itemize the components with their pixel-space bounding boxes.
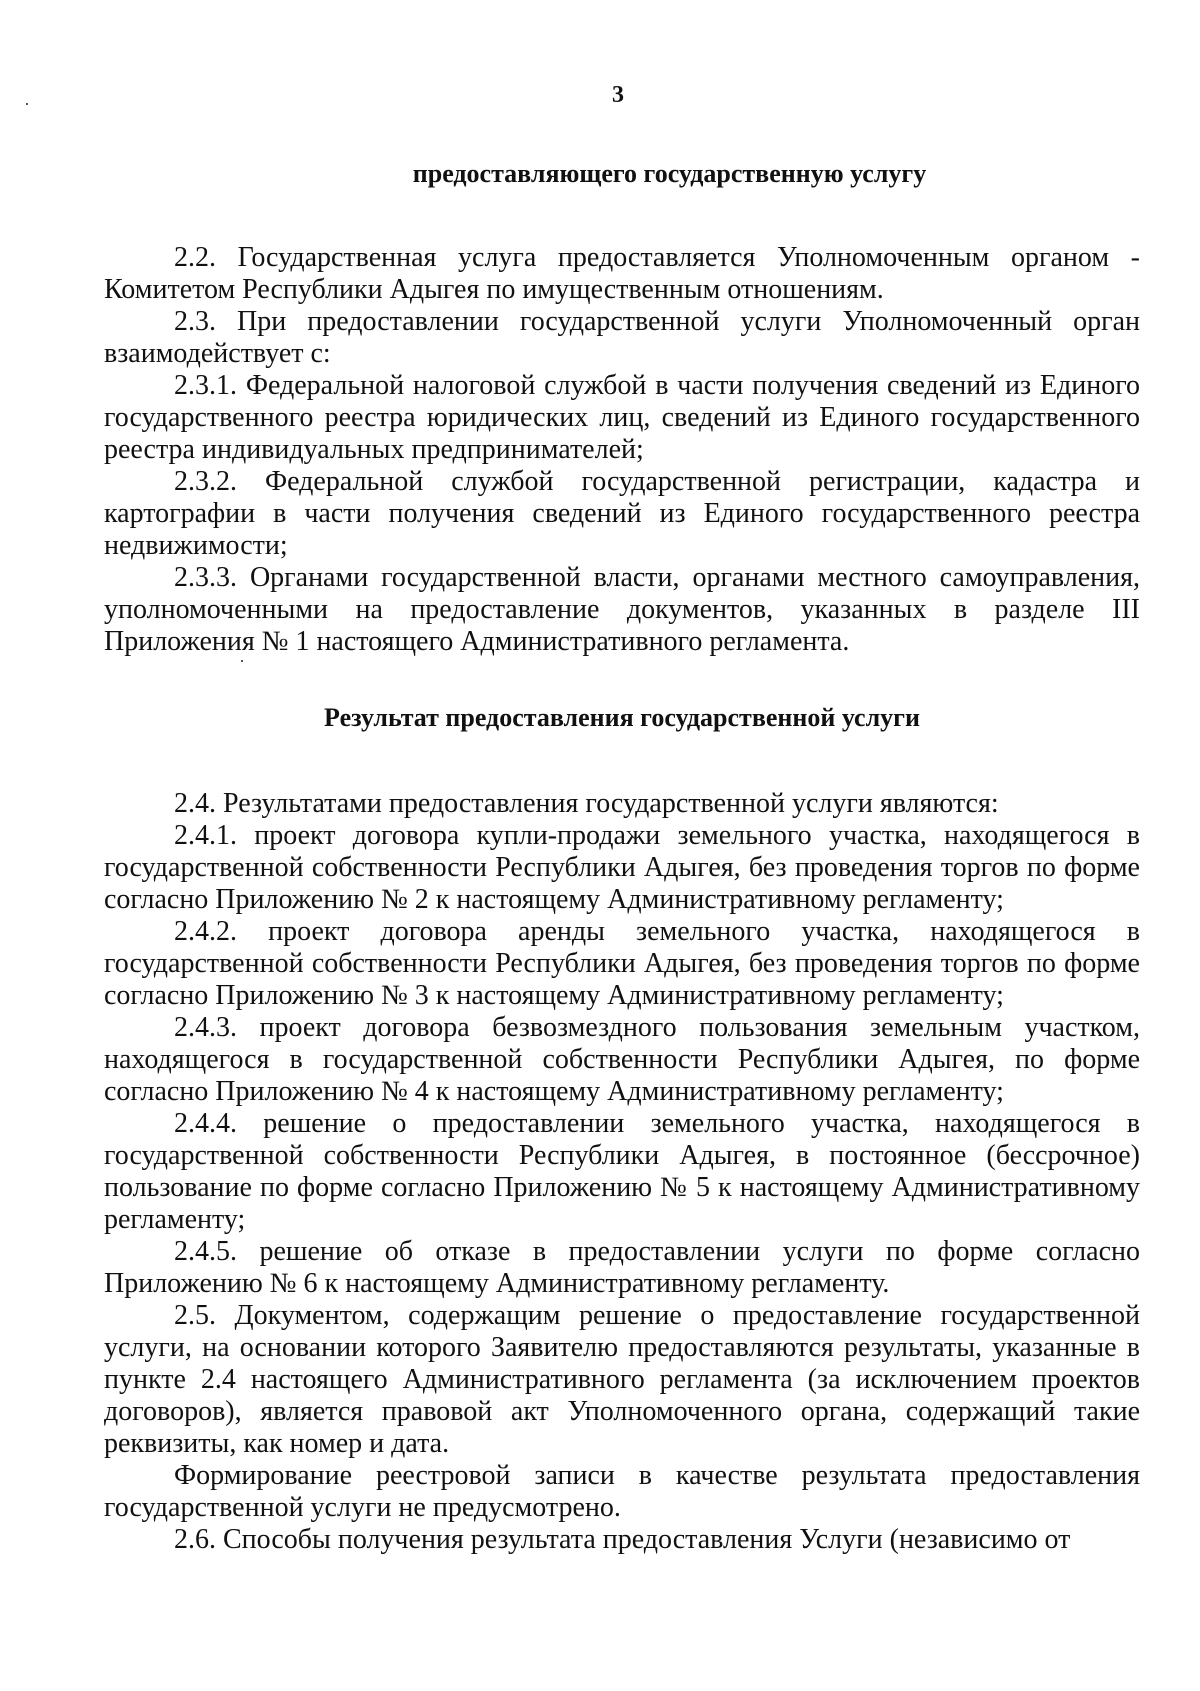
paragraph-2-4-3: 2.4.3. проект договора безвозмездного пользования земельным участком, находящегося в государственной собственности Республики Адыгея, по форме согласно Приложению № 4 к настоящему Административному регламенту; (104, 1012, 1140, 1107)
paragraph-2-4-5: 2.4.5. решение об отказе в предоставлении услуги по форме согласно Приложению № 6 к настоящему Административному регламенту. (104, 1236, 1140, 1299)
paragraph-2-6: 2.6. Способы получения результата предоставления Услуги (независимо от (174, 1524, 1071, 1555)
paragraph-2-4-4: 2.4.4. решение о предоставлении земельного участка, находящегося в государственной собственности Республики Адыгея, в постоянное (бессрочное) пользование по форме согласно Приложению № 5 к настоящему Административному регламенту; (104, 1108, 1140, 1235)
paragraph-2-3: 2.3. При предоставлении государственной услуги Уполномоченный орган взаимодействует с: (104, 306, 1140, 369)
paragraph-2-5: 2.5. Документом, содержащим решение о предоставление государственной услуги, на основании которого Заявителю предоставляются результаты, указанные в пункте 2.4 настоящего Административного регламента (за исключением проектов договоров), является правовой акт Уполномоченного органа, содержащий такие реквизиты, как номер и дата. (104, 1300, 1140, 1459)
paragraph-2-2: 2.2. Государственная услуга предоставляется Уполномоченным органом - Комитетом Республики Адыгея по имущественным отношениям. (104, 242, 1140, 305)
paragraph-2-3-2: 2.3.2. Федеральной службой государственной регистрации, кадастра и картографии в части получения сведений из Единого государственного реестра недвижимости; (104, 466, 1140, 561)
paragraph-2-3-3: 2.3.3. Органами государственной власти, органами местного самоуправления, уполномоченными на предоставление документов, указанных в разделе III Приложения № 1 настоящего Административного регламента. (104, 562, 1140, 657)
paragraph-2-4: 2.4. Результатами предоставления государственной услуги являются: (174, 788, 999, 819)
section-2-paragraphs (104, 788, 1140, 1556)
paragraph-2-3-1: 2.3.1. Федеральной налоговой службой в части получения сведений из Единого государственного реестра юридических лиц, сведений из Единого государственного реестра индивидуальных предпринимателей; (104, 370, 1140, 465)
page-number: 3 (612, 82, 624, 108)
paragraph-2-4-2: 2.4.2. проект договора аренды земельного участка, находящегося в государственной собственности Республики Адыгея, без проведения торгов по форме согласно Приложению № 3 к настоящему Административному регламенту; (104, 916, 1140, 1011)
paragraph-2-4-1: 2.4.1. проект договора купли-продажи земельного участка, находящегося в государственной собственности Республики Адыгея, без проведения торгов по форме согласно Приложению № 2 к настоящему Административному регламенту; (104, 820, 1140, 915)
paragraph-registry-record: Формирование реестровой записи в качестве результата предоставления государственной услуги не предусмотрено. (104, 1460, 1140, 1523)
document-body (104, 158, 1140, 1556)
section-1-paragraphs (104, 242, 1140, 658)
section-heading-continuation: предоставляющего государственную услугу (412, 159, 927, 188)
section-heading-result: Результат предоставления государственной услуги (324, 703, 920, 732)
